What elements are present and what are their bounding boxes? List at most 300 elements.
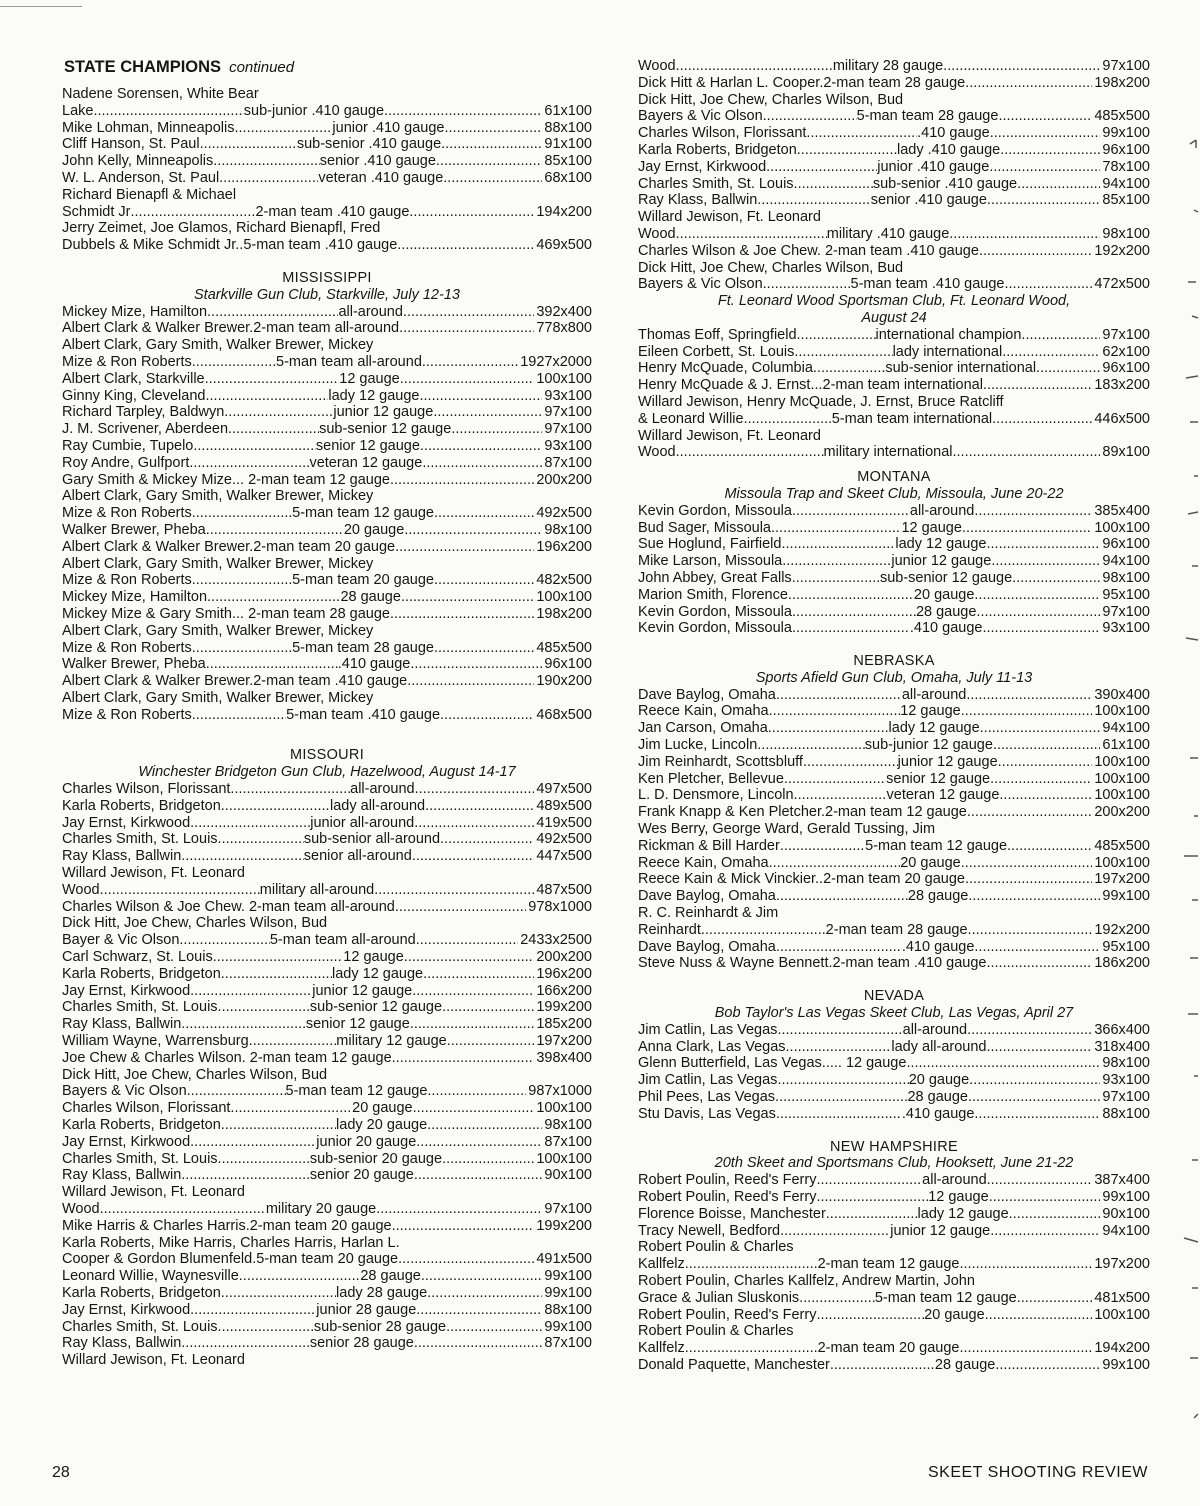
score: 778x800 <box>536 320 592 337</box>
dot-leader <box>444 120 542 137</box>
shooter-name: Charles Smith, St. Louis <box>638 175 794 192</box>
dot-leader <box>974 1106 1100 1123</box>
dot-leader <box>181 848 304 865</box>
dot-leader <box>967 804 1092 821</box>
club-subheading: Ft. Leonard Wood Sportsman Club, Ft. Leonard Wood, <box>717 293 1071 310</box>
result-row <box>638 737 1150 754</box>
result-row <box>638 771 1150 788</box>
dot-leader <box>213 949 344 966</box>
result-row <box>62 388 592 405</box>
event-name: lady 12 gauge <box>332 965 424 982</box>
dot-leader <box>816 1172 922 1189</box>
shooter-name: Jay Ernst, Kirkwood <box>62 982 191 999</box>
dot-leader <box>794 344 892 361</box>
dot-leader <box>906 1055 1100 1072</box>
dot-leader <box>1007 838 1092 855</box>
team-names-line: Robert Poulin & Charles <box>638 1323 794 1340</box>
score: 196x200 <box>536 965 592 982</box>
shooter-name: Grace & Julian Sluskonis <box>638 1289 800 1306</box>
result-row <box>638 226 1150 243</box>
state-heading: MISSISSIPPI <box>282 269 372 286</box>
result-row <box>638 1223 1150 1240</box>
score: 95x100 <box>1102 586 1150 603</box>
shooter-name: Mize & Ron Roberts <box>62 505 192 522</box>
club-subheading: August 24 <box>861 309 927 326</box>
dot-leader <box>999 787 1092 804</box>
shooter-name: Reece Kain, Omaha <box>638 854 769 871</box>
score: 89x100 <box>1102 444 1150 461</box>
dot-leader <box>412 983 534 1000</box>
event-name: sub-junior .410 gauge.. <box>243 102 393 119</box>
score: 96x100 <box>1102 536 1150 553</box>
result-row <box>638 922 1150 939</box>
score: 481x500 <box>1094 1289 1150 1306</box>
result-row <box>638 939 1150 956</box>
score: 97x100 <box>1102 603 1150 620</box>
shooter-name: Robert Poulin, Reed's Ferry <box>638 1189 817 1205</box>
shooter-name: Ginny King, Cleveland <box>62 387 206 404</box>
score: 200x200 <box>536 949 592 966</box>
dot-leader <box>763 108 857 125</box>
dot-leader <box>974 503 1092 520</box>
result-row <box>62 1302 592 1319</box>
score: 2433x2500 <box>520 932 592 949</box>
score: 183x200 <box>1094 377 1150 394</box>
event-name: international champion <box>875 326 1022 343</box>
shooter-name: Ray Klass, Ballwin <box>62 1167 182 1184</box>
event-name: 5-man team .410 gauge <box>286 706 441 723</box>
dot-leader <box>961 855 1093 872</box>
score: 85x100 <box>1102 192 1150 209</box>
event-name: all-around <box>901 686 967 703</box>
result-row <box>638 1106 1150 1123</box>
event-name: senior 12 gauge <box>886 770 991 787</box>
dot-leader <box>443 170 542 187</box>
event-name: 12 gauge <box>343 949 404 966</box>
result-row <box>62 1151 592 1168</box>
dot-leader <box>416 1134 542 1151</box>
score: 99x100 <box>1102 125 1150 142</box>
dot-leader <box>420 438 543 455</box>
dot-leader <box>207 589 340 606</box>
score: 469x500 <box>536 237 592 254</box>
shooter-name: Sue Hoglund, Fairfield <box>638 536 782 553</box>
result-row <box>638 570 1150 587</box>
score: 192x200 <box>1094 242 1150 259</box>
event-name: 20 gauge <box>352 1100 413 1117</box>
score: 91x100 <box>544 136 592 153</box>
event-name: senior 20 gauge <box>309 1167 414 1184</box>
score: 100x100 <box>1094 753 1150 770</box>
result-row <box>62 1167 592 1184</box>
dot-leader <box>181 1335 310 1352</box>
result-row <box>62 522 592 539</box>
dot-leader <box>792 620 910 637</box>
result-row <box>638 1039 1150 1056</box>
dot-leader <box>685 1256 818 1273</box>
shooter-name: Albert Clark & Walker Brewer.2-man team 20 gauge <box>62 538 396 555</box>
score: 200x200 <box>536 471 592 488</box>
event-name: senior 28 gauge <box>309 1335 414 1352</box>
shooter-name: Jay Ernst, Kirkwood <box>62 1301 191 1318</box>
dot-leader <box>792 503 910 520</box>
dot-leader <box>414 1167 543 1184</box>
shooter-name: Wood <box>638 225 676 242</box>
score: 192x200 <box>1094 921 1150 938</box>
shooter-name: Ray Klass, Ballwin <box>638 192 758 209</box>
dot-leader <box>685 1340 818 1357</box>
result-row <box>638 787 1150 804</box>
score: 96x100 <box>1102 141 1150 158</box>
dot-leader <box>780 838 865 855</box>
result-row <box>638 703 1150 720</box>
shooter-name: Wood <box>62 881 100 898</box>
dot-leader <box>421 1268 543 1285</box>
score: 96x100 <box>544 656 592 673</box>
shooter-name: Karla Roberts, Bridgeton <box>62 1117 221 1134</box>
page-title <box>64 58 592 78</box>
result-row <box>62 656 592 673</box>
dot-leader <box>193 438 316 455</box>
score: 385x400 <box>1094 502 1150 519</box>
dot-leader <box>218 999 310 1016</box>
dot-leader <box>428 932 518 949</box>
shooter-name: Charles Wilson, Florissant <box>638 125 807 142</box>
event-name: military 20 gauge <box>265 1201 377 1217</box>
result-row <box>62 153 592 170</box>
dot-leader <box>221 966 332 983</box>
team-names-line: Richard Bienapfl & Michael <box>62 186 237 203</box>
event-name: lady 28 gauge <box>336 1284 428 1301</box>
result-row <box>62 1268 592 1285</box>
result-row <box>62 204 592 221</box>
dot-leader <box>990 125 1101 142</box>
score: 96x100 <box>1102 360 1150 377</box>
shooter-name: Stu Davis, Las Vegas <box>638 1105 776 1122</box>
dot-leader <box>221 798 330 815</box>
dot-leader <box>392 1218 535 1235</box>
score: 98x100 <box>544 521 592 538</box>
result-row <box>638 344 1150 361</box>
dot-leader <box>412 848 535 865</box>
shooter-name: Karla Roberts, Bridgeton <box>638 141 797 158</box>
score: 93x100 <box>544 387 592 404</box>
club-subheading: 20th Skeet and Sportsmans Club, Hooksett, June 21-22 <box>714 1155 1074 1172</box>
event-name: all-around <box>922 1172 987 1189</box>
event-name: senior 12 gauge <box>315 437 420 454</box>
shooter-name: Wood <box>62 1201 100 1217</box>
shooter-name: Jim Catlin, Las Vegas <box>638 1021 778 1038</box>
shooter-name: Cooper & Gordon Blumenfeld.5-man team 20 gauge <box>62 1251 399 1268</box>
score: 61x100 <box>1102 737 1150 754</box>
result-row <box>638 1055 1150 1072</box>
event-name: 28 gauge <box>915 603 977 620</box>
result-row <box>638 604 1150 621</box>
score: 97x100 <box>544 404 592 421</box>
score: 100x100 <box>1094 787 1150 804</box>
team-names-line: Albert Clark, Gary Smith, Walker Brewer, Mickey <box>62 488 374 505</box>
dot-leader <box>701 922 826 939</box>
dot-leader <box>792 570 880 587</box>
dot-leader <box>374 882 534 899</box>
event-name: 20 gauge <box>913 586 975 603</box>
shooter-name: Dave Baylog, Omaha <box>638 686 776 703</box>
dot-leader <box>771 520 901 537</box>
dot-leader <box>985 1307 1093 1324</box>
dot-leader <box>830 1357 935 1374</box>
shooter-name: Kallfelz <box>638 1256 685 1273</box>
shooter-name: Carl Schwarz, St. Louis <box>62 949 213 966</box>
team-names-line: Dick Hitt, Joe Chew, Charles Wilson, Bud <box>62 1066 328 1083</box>
dot-leader <box>404 949 535 966</box>
shooter-name: John Kelly, Minneapolis <box>62 153 214 170</box>
dot-leader <box>230 1100 352 1117</box>
event-name: senior .410 gauge <box>319 153 436 170</box>
score: 482x500 <box>536 572 592 589</box>
dot-leader <box>990 771 1092 788</box>
score: 492x500 <box>536 505 592 522</box>
dot-leader <box>442 999 534 1016</box>
result-row <box>638 1089 1150 1106</box>
shooter-name: W. L. Anderson, St. Paul <box>62 169 220 186</box>
dot-leader <box>219 170 318 187</box>
score: 87x100 <box>544 1133 592 1150</box>
score: 468x500 <box>536 706 592 723</box>
dot-leader <box>757 737 864 754</box>
shooter-name: Reinhardt <box>638 921 701 938</box>
dot-leader <box>816 1189 928 1206</box>
result-row <box>62 899 592 916</box>
dot-leader <box>991 553 1100 570</box>
dot-leader <box>1000 142 1100 159</box>
event-name: .410 gauge <box>901 1105 975 1122</box>
dot-leader <box>949 226 1100 243</box>
top-rule <box>0 6 82 7</box>
event-name: 2-man team 20 gauge <box>817 1340 960 1357</box>
dot-leader <box>206 522 344 539</box>
event-name: veteran 12 gauge <box>886 787 1000 804</box>
score: 978x1000 <box>528 898 592 915</box>
event-name: senior all-around <box>303 848 412 865</box>
score: 447x500 <box>536 848 592 865</box>
score: 491x500 <box>536 1251 592 1268</box>
shooter-name: Leonard Willie, Waynesville <box>62 1268 239 1285</box>
dot-leader <box>1004 276 1092 293</box>
shooter-name: Frank Knapp & Ken Pletcher.2-man team 12 gauge <box>638 804 967 821</box>
score: 98x100 <box>1102 225 1150 242</box>
dot-leader <box>968 1089 1100 1106</box>
team-names-line: Jerry Zeimet, Joe Glamos, Richard Bienapfl, Fred <box>62 220 381 237</box>
dot-leader <box>943 58 1100 75</box>
dot-leader <box>205 371 340 388</box>
dot-leader <box>423 966 534 983</box>
result-row <box>62 455 592 472</box>
team-names-line: Robert Poulin, Charles Kallfelz, Andrew Martin, John <box>638 1272 975 1289</box>
dot-leader <box>192 707 286 724</box>
shooter-name: Albert Clark & Walker Brewer.2-man team all-around <box>62 320 400 337</box>
result-row <box>638 108 1150 125</box>
dot-leader <box>179 932 269 949</box>
dot-leader <box>776 687 902 704</box>
dot-leader <box>989 1189 1101 1206</box>
result-row <box>638 243 1150 260</box>
score: 98x100 <box>544 1117 592 1134</box>
result-row <box>62 1251 592 1268</box>
dot-leader <box>376 1201 542 1218</box>
dot-leader <box>776 939 902 956</box>
score: 390x400 <box>1094 686 1150 703</box>
result-row <box>62 1201 592 1218</box>
event-name: 5-man team 28 gauge <box>856 108 999 125</box>
result-row <box>62 949 592 966</box>
club-subheading: Sports Afield Gun Club, Omaha, July 11-13 <box>755 669 1033 686</box>
dot-leader <box>995 1357 1100 1374</box>
shooter-name: Schmidt Jr <box>62 203 131 220</box>
shooter-name: Anna Clark, Las Vegas <box>638 1038 786 1055</box>
dot-leader <box>100 882 260 899</box>
shooter-name: William Wayne, Warrensburg <box>62 1033 249 1050</box>
score: 196x200 <box>536 538 592 555</box>
result-row <box>638 192 1150 209</box>
dot-leader <box>451 421 542 438</box>
event-name: all-around <box>909 502 975 519</box>
score: 100x100 <box>536 1100 592 1117</box>
right-column <box>638 58 1150 1374</box>
dot-leader <box>397 237 534 254</box>
result-row <box>62 304 592 321</box>
event-name: 28 gauge <box>907 1089 968 1106</box>
dot-leader <box>213 153 320 170</box>
dot-leader <box>788 587 914 604</box>
score: 90x100 <box>544 1167 592 1184</box>
team-names-line: Willard Jewison, Henry McQuade, J. Ernst, Bruce Ratcliff <box>638 393 1004 410</box>
event-name: 20 gauge <box>908 1072 970 1089</box>
score: 419x500 <box>536 814 592 831</box>
dot-leader <box>797 327 876 344</box>
score: 472x500 <box>1094 276 1150 293</box>
dot-leader <box>962 520 1092 537</box>
dot-leader <box>989 159 1100 176</box>
dot-leader <box>780 1223 890 1240</box>
dot-leader <box>775 1089 907 1106</box>
result-row <box>638 1256 1150 1273</box>
score: 100x100 <box>1094 770 1150 787</box>
dot-leader <box>966 687 1092 704</box>
dot-leader <box>995 377 1092 394</box>
dot-leader <box>967 1022 1092 1039</box>
score: 94x100 <box>1102 553 1150 570</box>
score: 398x400 <box>536 1049 592 1066</box>
event-name: military 12 gauge <box>336 1033 447 1050</box>
dot-leader <box>1036 360 1100 377</box>
score: 185x200 <box>536 1016 592 1033</box>
score: 194x200 <box>536 203 592 220</box>
dot-leader <box>192 354 276 371</box>
result-row <box>638 1357 1150 1374</box>
team-names-line: Wes Berry, George Ward, Gerald Tussing, Jim <box>638 821 936 838</box>
team-names-line: Dick Hitt, Joe Chew, Charles Wilson, Bud <box>638 91 904 108</box>
result-row <box>638 377 1150 394</box>
dot-leader <box>414 1335 543 1352</box>
result-row <box>638 1172 1150 1189</box>
dot-leader <box>959 1340 1092 1357</box>
event-name: junior 12 gauge <box>312 982 413 999</box>
dot-leader <box>399 320 534 337</box>
dot-leader <box>218 1319 314 1336</box>
result-row <box>638 1290 1150 1307</box>
club-subheading: Bob Taylor's Las Vegas Skeet Club, Las Vegas, April 27 <box>714 1005 1074 1022</box>
club-subheading: Missoula Trap and Skeet Club, Missoula, June 20-22 <box>724 485 1064 502</box>
shooter-name: Bayers & Vic Olson <box>638 276 763 293</box>
event-name: 5-man team 12 gauge <box>285 1083 428 1100</box>
shooter-name: Jay Ernst, Kirkwood <box>638 158 767 175</box>
result-row <box>638 838 1150 855</box>
event-name: sub-senior .410 gauge. <box>296 136 446 153</box>
dot-leader <box>189 455 309 472</box>
result-row <box>638 955 1150 972</box>
result-row <box>638 75 1150 92</box>
shooter-name: Charles Smith, St. Louis <box>62 1318 218 1335</box>
result-row <box>638 1022 1150 1039</box>
dot-leader <box>676 58 833 75</box>
team-names-line: Dick Hitt, Joe Chew, Charles Wilson, Bud <box>638 259 904 276</box>
left-column <box>62 58 592 1369</box>
dot-leader <box>986 955 1092 972</box>
dot-leader <box>442 1151 534 1168</box>
dot-leader <box>239 1268 361 1285</box>
result-row <box>62 932 592 949</box>
result-row <box>62 539 592 556</box>
score: 446x500 <box>1094 410 1150 427</box>
event-name: sub-senior 12 gauge <box>879 569 1013 586</box>
result-row <box>62 1285 592 1302</box>
dot-leader <box>974 587 1100 604</box>
club-subheading: Winchester Bridgeton Gun Club, Hazelwood, August 14-17 <box>138 764 516 781</box>
shooter-name: Reece Kain, Omaha <box>638 703 769 720</box>
shooter-name: Albert Clark & Walker Brewer.2-man team .410 gauge <box>62 673 408 690</box>
score: 100x100 <box>1094 854 1150 871</box>
result-row <box>638 176 1150 193</box>
shooter-name: Charles Wilson, Florissant <box>62 781 231 798</box>
score: 198x200 <box>1094 74 1150 91</box>
dot-leader <box>205 388 328 405</box>
section-spacer <box>638 637 1150 653</box>
result-row <box>638 536 1150 553</box>
dot-leader <box>676 444 824 461</box>
result-row <box>638 520 1150 537</box>
event-name: 12 gauge <box>928 1189 989 1205</box>
score: 99x100 <box>544 1284 592 1301</box>
score: 485x500 <box>536 639 592 656</box>
dot-leader <box>221 1285 336 1302</box>
result-row <box>62 320 592 337</box>
club-subheading: Starkville Gun Club, Starkville, July 12-13 <box>194 286 460 303</box>
result-row <box>62 505 592 522</box>
shooter-name: Tracy Newell, Bedford <box>638 1222 781 1239</box>
score: 100x100 <box>536 370 592 387</box>
event-name: sub-senior .410 gauge. <box>872 175 1022 192</box>
dot-leader <box>980 720 1101 737</box>
result-row <box>638 159 1150 176</box>
dot-leader <box>993 737 1100 754</box>
shooter-name: Jay Ernst, Kirkwood <box>62 1133 191 1150</box>
shooter-name: Mize & Ron Roberts <box>62 572 192 589</box>
dot-leader <box>447 1033 535 1050</box>
dot-leader <box>445 136 542 153</box>
result-row <box>638 855 1150 872</box>
result-row <box>638 587 1150 604</box>
shooter-name: Wood <box>638 58 676 74</box>
